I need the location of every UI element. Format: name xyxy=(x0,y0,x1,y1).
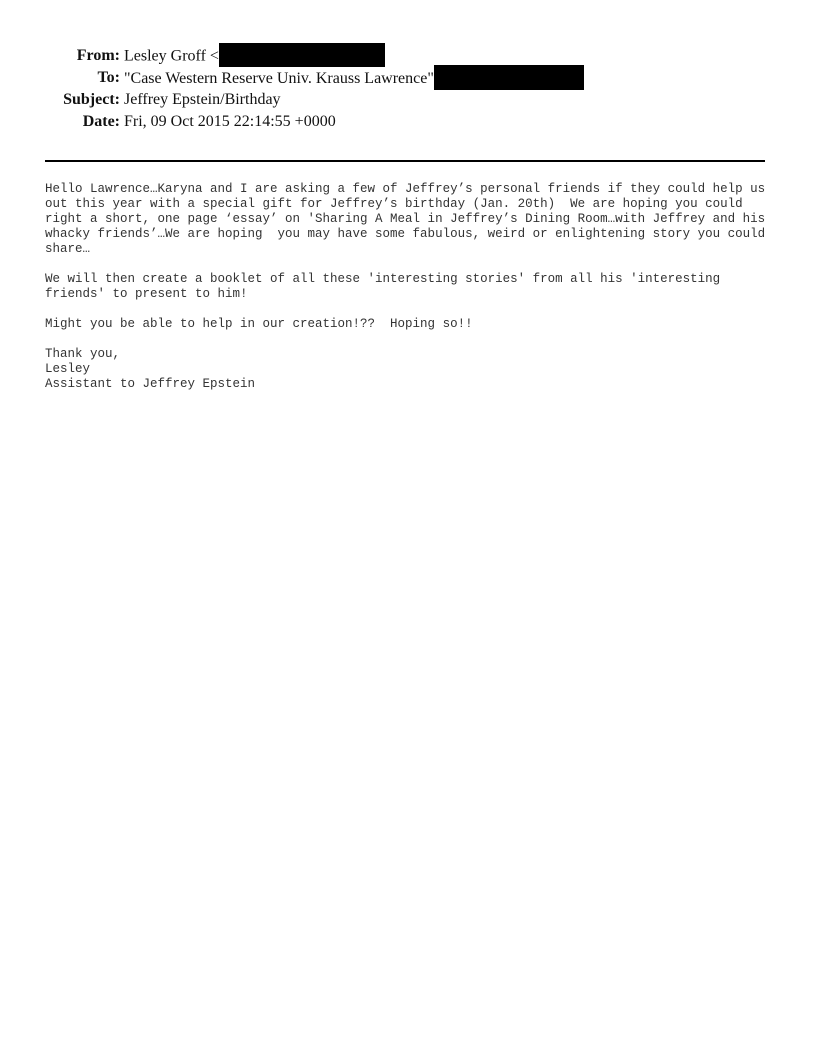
to-row xyxy=(0,67,816,89)
signature-name: Lesley xyxy=(45,362,91,376)
redaction-block xyxy=(434,65,584,90)
signature-closing: Thank you, xyxy=(45,347,121,361)
body-paragraph: Might you be able to help in our creation!?? Hoping so!! xyxy=(45,317,473,331)
subject-label: Subject: xyxy=(63,91,120,108)
to-label: To: xyxy=(97,69,120,86)
date-label: Date: xyxy=(82,113,120,130)
from-value-wrap xyxy=(124,45,385,69)
from-row xyxy=(0,45,816,67)
body-paragraph: Hello Lawrence…Karyna and I are asking a few of Jeffrey’s personal friends if they could help us out this year with a special gift for Jeffrey’s birthday (Jan. 20th) We are hoping you could right a short, one page ‘essay’ on 'Sharing A Meal in Jeffrey’s Dining Room…with Jeffrey and his whacky friends’…We are hoping you may have some fabulous, weird or enlightening story you could share… xyxy=(45,182,773,256)
subject-row xyxy=(0,89,816,111)
header-divider xyxy=(45,160,765,162)
body-paragraph: We will then create a booklet of all these 'interesting stories' from all his 'interesting friends' to present to him! xyxy=(45,272,728,301)
from-label: From: xyxy=(76,47,120,64)
redaction-block xyxy=(219,43,385,67)
to-value: "Case Western Reserve Univ. Krauss Lawrence" xyxy=(124,70,434,88)
signature-title: Assistant to Jeffrey Epstein xyxy=(45,377,256,391)
from-value: Lesley Groff < xyxy=(124,47,219,65)
email-body xyxy=(45,182,780,392)
date-value: Fri, 09 Oct 2015 22:14:55 +0000 xyxy=(124,113,336,130)
subject-value: Jeffrey Epstein/Birthday xyxy=(124,91,281,108)
email-header xyxy=(0,45,816,133)
date-row xyxy=(0,111,816,133)
